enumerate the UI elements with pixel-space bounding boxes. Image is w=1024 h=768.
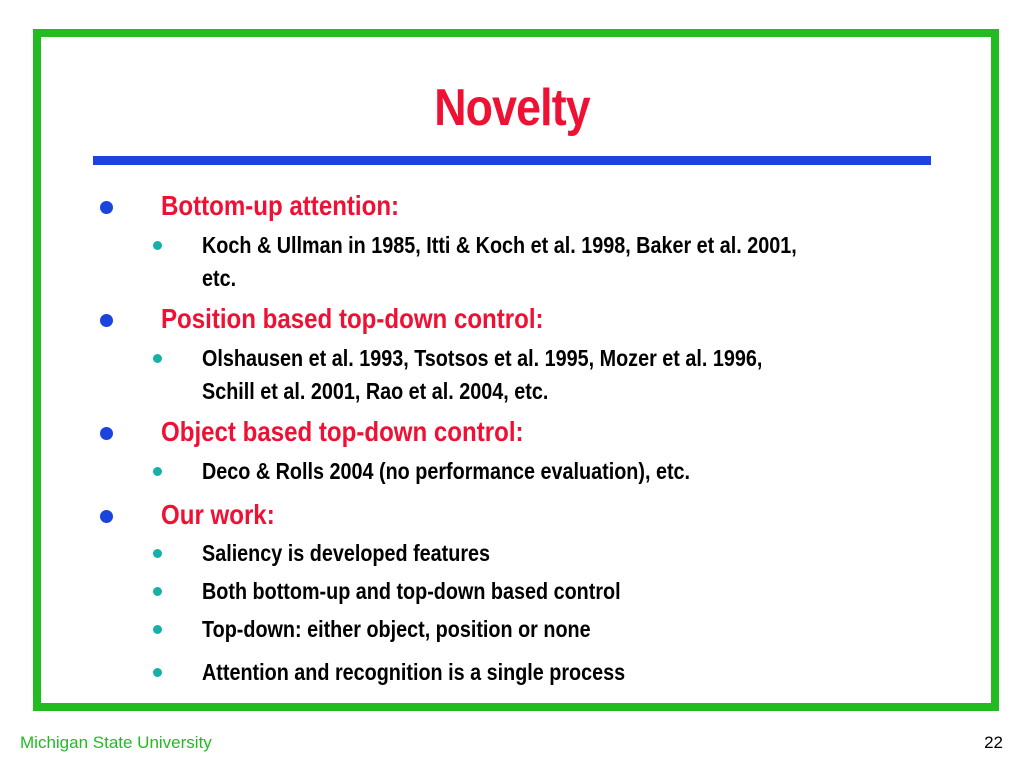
bullet-dot-icon (100, 314, 113, 327)
sub-bullet-item (153, 229, 972, 295)
sub-bullet-item (153, 613, 972, 646)
sub-bullet-line: Schill et al. 2001, Rao et al. 2004, etc. (202, 378, 549, 404)
bullet-dot-icon (100, 201, 113, 214)
sub-bullet-line: Deco & Rolls 2004 (no performance evaluation), etc. (202, 458, 691, 484)
bullet-label: Object based top-down control: (161, 416, 524, 447)
sub-bullet-line: Saliency is developed features (202, 540, 491, 566)
sub-bullet-line: Both bottom-up and top-down based control (202, 578, 621, 604)
bullet-item-our-work (100, 496, 293, 534)
bullet-item-object-based (100, 413, 583, 451)
sub-bullet-dot-icon (153, 625, 162, 634)
sub-bullet-text (202, 656, 864, 689)
sub-bullet-line: Koch & Ullman in 1985, Itti & Koch et al. 1998, Baker et al. 2001, (202, 232, 797, 258)
sub-bullet-line: Olshausen et al. 1993, Tsotsos et al. 1995, Mozer et al. 1996, (202, 345, 763, 371)
sub-bullet-dot-icon (153, 587, 162, 596)
bullet-item-position-based (100, 300, 606, 338)
sub-bullet-text (202, 537, 864, 570)
bullet-item-bottom-up (100, 187, 438, 225)
bullet-label: Our work: (161, 499, 275, 530)
sub-bullet-item (153, 537, 972, 570)
sub-bullet-dot-icon (153, 241, 162, 250)
sub-bullet-dot-icon (153, 668, 162, 677)
footer-institution: Michigan State University (20, 733, 212, 752)
bullet-label: Position based top-down control: (161, 303, 544, 334)
sub-bullet-line: etc. (202, 265, 237, 291)
sub-bullet-text (202, 229, 864, 295)
sub-bullet-item (153, 342, 972, 408)
sub-bullet-dot-icon (153, 467, 162, 476)
bullet-dot-icon (100, 510, 113, 523)
sub-bullet-dot-icon (153, 354, 162, 363)
sub-bullet-item (153, 656, 972, 689)
sub-bullet-text (202, 455, 864, 488)
sub-bullet-line: Top-down: either object, position or none (202, 616, 591, 642)
sub-bullet-dot-icon (153, 549, 162, 558)
sub-bullet-item (153, 455, 972, 488)
footer-page-number: 22 (984, 733, 1003, 752)
bullet-dot-icon (100, 427, 113, 440)
bullet-label: Bottom-up attention: (161, 190, 400, 221)
sub-bullet-text (202, 575, 864, 608)
slide-title: Novelty (434, 79, 590, 137)
sub-bullet-line: Attention and recognition is a single process (202, 659, 626, 685)
sub-bullet-item (153, 575, 972, 608)
sub-bullet-text (202, 342, 864, 408)
sub-bullet-text (202, 613, 864, 646)
